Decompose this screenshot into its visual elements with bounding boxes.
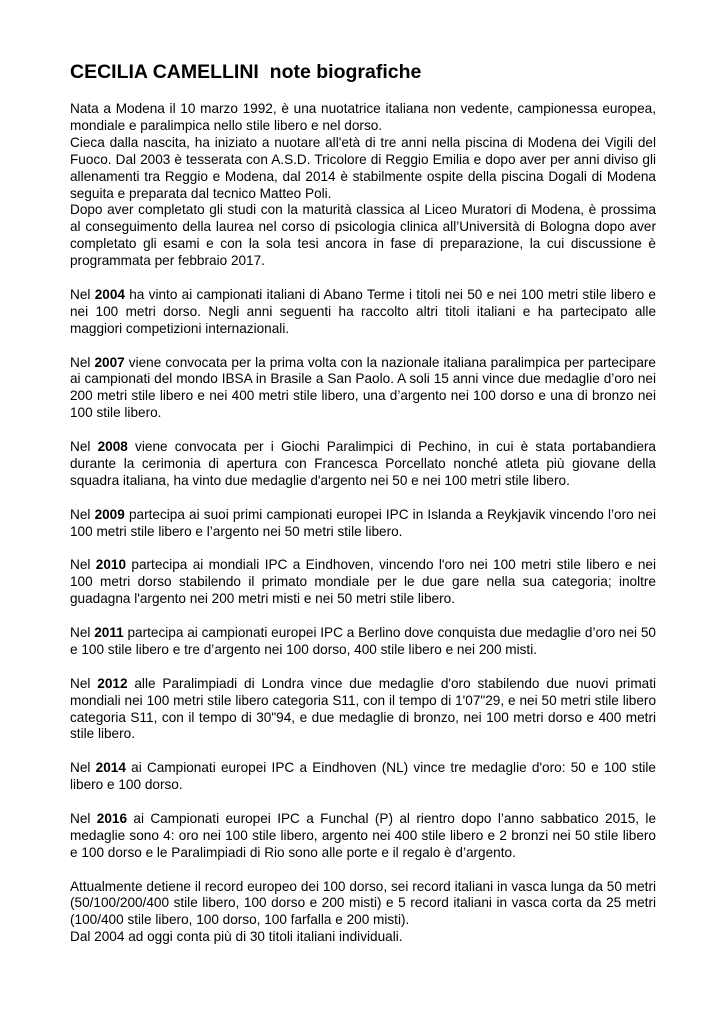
event-prefix: Nel — [70, 625, 95, 640]
event-text: viene convocata per i Giochi Paralimpici di Pechino, in cui è stata portabandiera durante la cerimonia di apertura con Francesca Porcellato nonché atleta più giovane della squadra italiana, ha vinto due medaglie d'argento nei 50 e nei 100 metri stile libero. — [70, 439, 656, 488]
event-text: ha vinto ai campionati italiani di Abano Terme i titoli nei 50 e nei 100 metri stile libero e nei 100 metri dorso. Negli anni seguenti ha raccolto altri titoli italiani e ha partecipato alle maggiori competizioni internazionali. — [70, 286, 656, 336]
event-text: partecipa ai suoi primi campionati europei IPC in Islanda a Reykjavik vincendo l’oro nei 100 metri stile libero e l’argento nei 50 metri stile libero. — [70, 506, 656, 539]
event-paragraph-2009 — [70, 507, 656, 541]
event-prefix: Nel — [70, 286, 95, 302]
event-paragraph-2010 — [70, 557, 656, 608]
event-prefix: Nel — [70, 760, 96, 776]
event-text: viene convocata per la prima volta con la nazionale italiana paralimpica per partecipare ai campionati del mondo IBSA in Brasile a San Paolo. A soli 15 anni vince due medaglie d’oro nei 200 metri stile libero e nei 400 metri stile libero, una d’argento nei 100 dorso e una di bronzo nei 100 stile libero. — [70, 354, 656, 421]
event-year: 2010 — [95, 557, 127, 573]
intro-line: Nata a Modena il 10 marzo 1992, è una nuotatrice italiana non vedente, campionessa europea, mondiale e paralimpica nello stile libero e nel dorso. — [70, 101, 656, 133]
closing-records-paragraph: Attualmente detiene il record europeo dei 100 dorso, sei record italiani in vasca lunga da 50 metri (50/100/200/400 stile libero, 100 dorso e 200 misti) e 5 record italiani in vasca corta da 25 metri (100/400 stile libero, 100 dorso, 100 farfalla e 200 misti). — [70, 878, 656, 928]
event-text: partecipa ai campionati europei IPC a Berlino dove conquista due medaglie d’oro nei 50 e 100 stile libero e tre d’argento nei 100 dorso, 400 stile libero e nei 200 misti. — [70, 625, 656, 657]
event-paragraph-2012 — [70, 676, 656, 744]
closing-titles-paragraph: Dal 2004 ad oggi conta più di 30 titoli italiani individuali. — [70, 929, 403, 945]
event-paragraph-2007 — [70, 355, 656, 423]
event-paragraph-2008 — [70, 439, 656, 490]
event-year: 2009 — [94, 506, 125, 522]
event-paragraph-2004 — [70, 287, 656, 338]
event-year: 2014 — [95, 760, 126, 776]
document-page — [70, 58, 656, 946]
event-prefix: Nel — [70, 439, 98, 455]
intro-paragraph — [70, 101, 656, 270]
event-year: 2008 — [97, 439, 128, 455]
event-prefix: Nel — [70, 675, 98, 691]
event-text: ai Campionati europei IPC a Eindhoven (NL) vince tre medaglie d'oro: 50 e 100 stile libero e 100 dorso. — [70, 760, 656, 793]
intro-line: Cieca dalla nascita, ha iniziato a nuotare all'età di tre anni nella piscina di Modena dei Vigili del Fuoco. Dal 2003 è tesserata con A.S.D. Tricolore di Reggio Emilia e dopo aver per anni diviso gli allenamenti tra Reggio e Modena, dal 2014 è stabilmente ospite della piscina Dogali di Modena seguita e preparata dal tecnico Matteo Poli. — [70, 134, 656, 201]
event-year: 2016 — [96, 810, 128, 826]
document-title: CECILIA CAMELLINI note biografiche — [70, 61, 422, 83]
event-prefix: Nel — [70, 557, 96, 573]
event-paragraph-2014 — [70, 760, 656, 794]
event-prefix: Nel — [70, 810, 97, 826]
intro-line: Dopo aver completato gli studi con la maturità classica al Liceo Muratori di Modena, è prossima al conseguimento della laurea nel corso di psicologia clinica all’Università di Bologna dopo aver completato gli esami e con la sola tesi ancora in fase di preparazione, la cui discussione è programmata per febbraio 2017. — [70, 202, 656, 269]
event-text: alle Paralimpiadi di Londra vince due medaglie d'oro stabilendo due nuovi primati mondiali nei 100 metri stile libero categoria S11, con il tempo di 1'07"29, e nei 50 metri stile libero categoria S11, con il tempo di 30"94, e due medaglie di bronzo, nei 100 metri dorso e 400 metri stile libero. — [70, 675, 656, 742]
event-text: ai Campionati europei IPC a Funchal (P) al rientro dopo l’anno sabbatico 2015, le medaglie sono 4: oro nei 100 stile libero, argento nei 400 stile libero e 2 bronzi nei 50 stile libero e 100 dorso e le Paralimpiadi di Rio sono alle porte e il regalo è d’argento. — [70, 810, 657, 860]
event-text: partecipa ai mondiali IPC a Eindhoven, vincendo l'oro nei 100 metri stile libero e nei 100 metri dorso stabilendo il primato mondiale per le due gare nella sua categoria; inoltre guadagna l'argento nei 200 metri misti e nei 50 metri stile libero. — [70, 557, 656, 607]
event-year: 2007 — [94, 354, 125, 370]
event-year: 2011 — [94, 625, 124, 640]
event-paragraph-2016 — [70, 811, 656, 862]
event-paragraph-2011 — [70, 625, 656, 659]
event-year: 2012 — [97, 675, 128, 691]
event-year: 2004 — [94, 286, 125, 302]
event-prefix: Nel — [70, 354, 95, 370]
event-prefix: Nel — [70, 506, 95, 522]
